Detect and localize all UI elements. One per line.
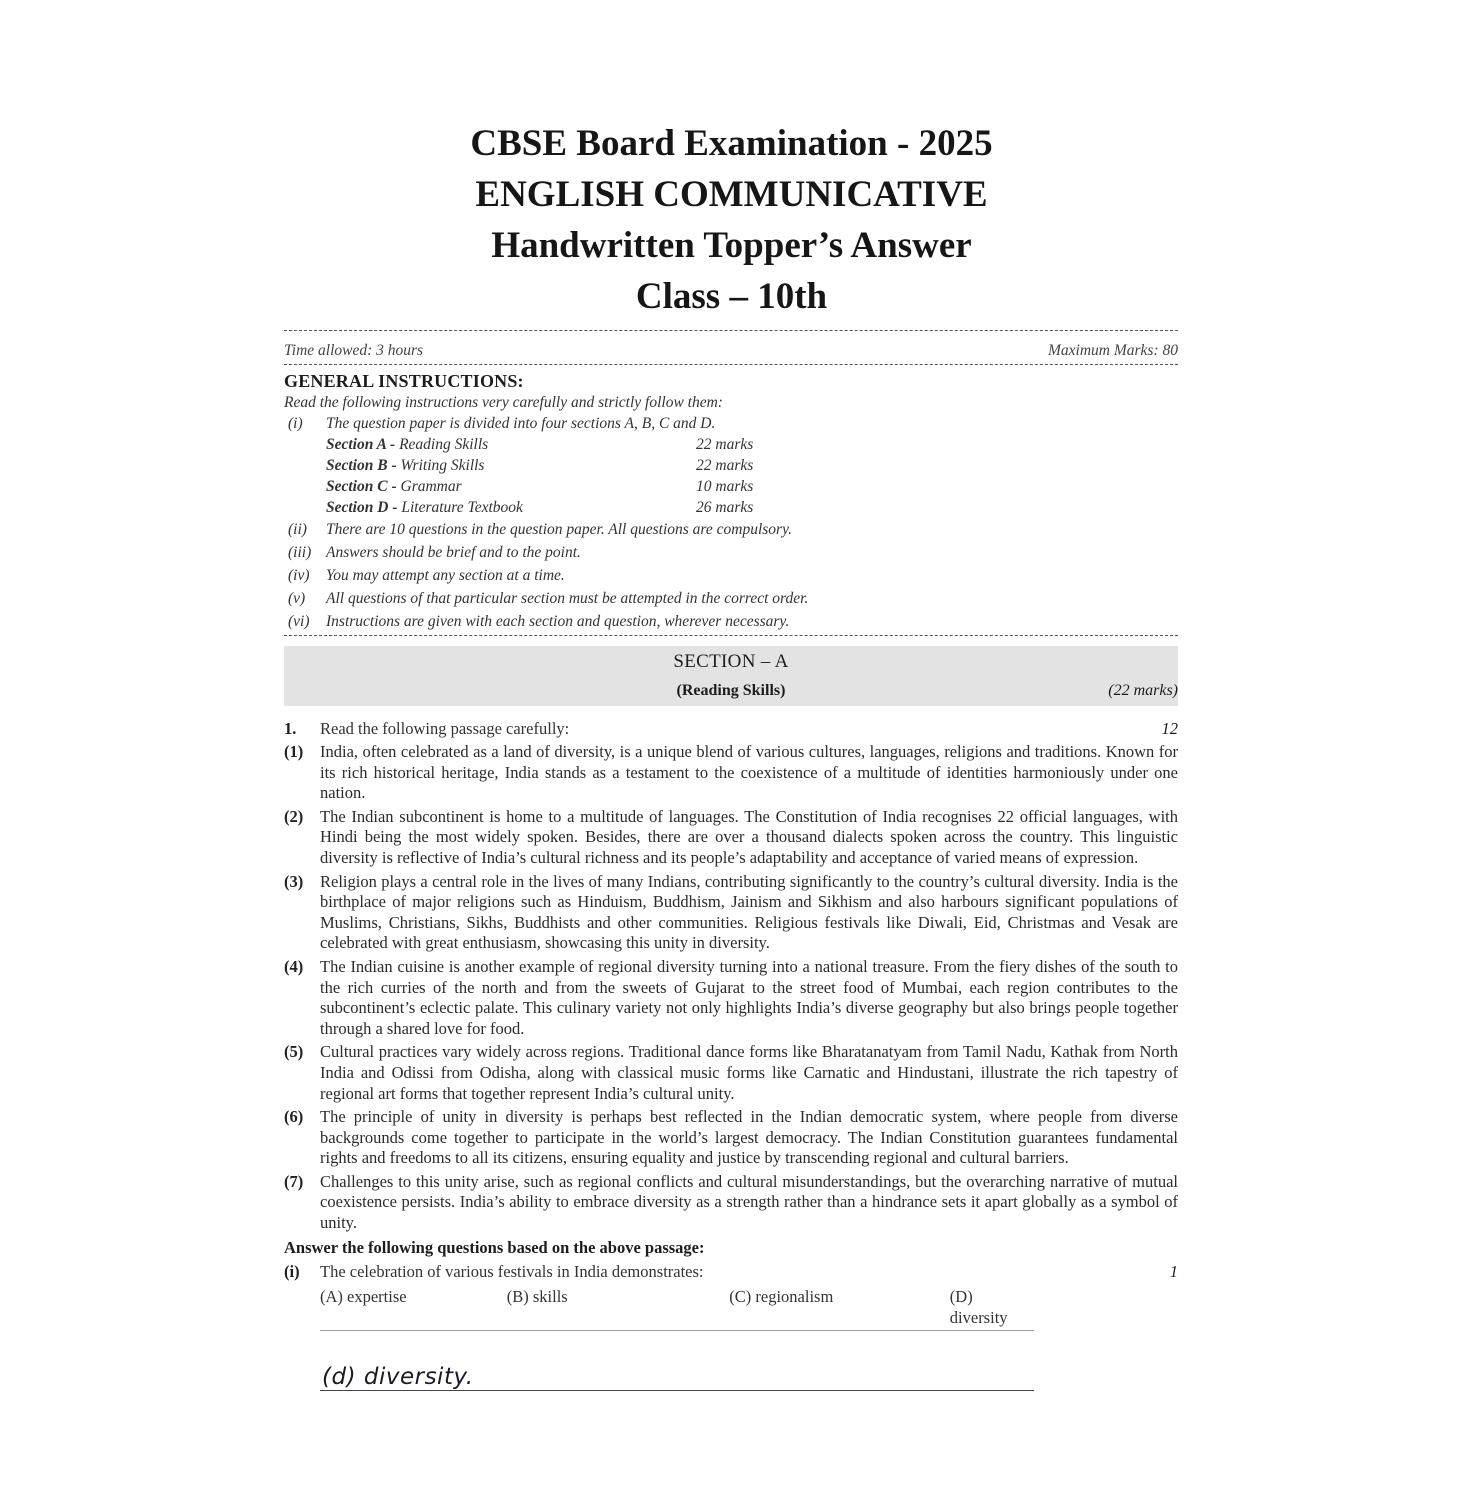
instruction-item: (i) The question paper is divided into four sections A, B, C and D.	[288, 415, 716, 432]
section-marks-row: Section D - Literature Textbook 26 marks	[326, 499, 754, 516]
instruction-item: (ii) There are 10 questions in the question paper. All questions are compulsory.	[288, 521, 792, 538]
section-marks-row: Section C - Grammar 10 marks	[326, 478, 754, 495]
passage-paragraph: (6) The principle of unity in diversity is perhaps best reflected in the Indian democratic system, where people from diverse backgrounds come together to participate in the world’s largest democracy. The Indian Constitution guarantees fundamental rights and freedoms to all its citizens, ensuring equality and justice by transcending regional and cultural barriers.	[284, 1107, 1178, 1168]
option-a: (A) expertise	[320, 1286, 407, 1306]
option-c: (C) regionalism	[729, 1286, 834, 1306]
sub-question-number: (i)	[284, 1261, 300, 1281]
divider	[284, 364, 1178, 365]
time-marks-row	[284, 331, 1178, 364]
section-a-header	[284, 646, 1178, 706]
answer-options	[320, 1286, 1034, 1331]
passage-paragraph: (1) India, often celebrated as a land of diversity, is a unique blend of various cultures, languages, religions and traditions. Known for its rich historical heritage, India stands as a testament to the coexistence of a multitude of identities harmoniously under one nation.	[284, 742, 1178, 803]
passage-paragraph: (2) The Indian subcontinent is home to a multitude of languages. The Constitution of India recognises 22 official languages, with Hindi being the most widely spoken. Besides, there are over a thousand dialects spoken across the country. This linguistic diversity is reflective of India’s cultural richness and its people’s adaptability and acceptance of varied means of expression.	[284, 806, 1178, 867]
option-b: (B) skills	[506, 1286, 568, 1306]
divider	[284, 635, 1178, 636]
instructions-intro: Read the following instructions very carefully and strictly follow them:	[284, 394, 723, 411]
sub-question-marks: 1	[1169, 1261, 1178, 1281]
title-line-subject: ENGLISH COMMUNICATIVE	[475, 174, 988, 215]
instruction-item: (iv) You may attempt any section at a time.	[288, 567, 565, 584]
instruction-item: (iii) Answers should be brief and to the point.	[288, 544, 581, 561]
paper-content	[284, 330, 1178, 1331]
question-number: 1.	[284, 719, 297, 738]
instruction-item: (v) All questions of that particular section must be attempted in the correct order.	[288, 590, 809, 607]
handwritten-answer: (d) diversity.	[322, 1364, 474, 1390]
maximum-marks: Maximum Marks: 80	[1047, 342, 1178, 359]
sub-question-text: The celebration of various festivals in India demonstrates:	[320, 1261, 704, 1281]
passage-paragraph: (4) The Indian cuisine is another example of regional diversity turning into a national treasure. From the fiery dishes of the south to the rich curries of the north and from the sweets of Gujarat to the street food of Mumbai, each region contributes to the subcontinent’s eclectic palate. This culinary variety not only highlights India’s diverse geography but also brings people together through a shared love for food.	[284, 956, 1178, 1038]
passage-paragraph: (7) Challenges to this unity arise, such as regional conflicts and cultural misunderstandings, but the overarching narrative of mutual coexistence persists. India’s ability to embrace diversity as a strength rather than a hindrance sets it apart globally as a symbol of unity.	[284, 1171, 1178, 1233]
answer-line	[320, 1390, 1034, 1391]
instructions-block	[284, 392, 1178, 633]
question-prompt: Read the following passage carefully:	[320, 719, 570, 738]
section-subtitle: (Reading Skills)	[676, 682, 786, 699]
option-d: (D) diversity	[949, 1286, 1008, 1327]
handwritten-answer-area	[320, 1364, 1034, 1404]
document-title	[0, 118, 1463, 322]
instructions-heading: GENERAL INSTRUCTIONS:	[284, 371, 524, 391]
instruction-item: (vi) Instructions are given with each section and question, wherever necessary.	[288, 613, 790, 630]
sub-question	[284, 1261, 1178, 1282]
title-line-exam: CBSE Board Examination - 2025	[470, 123, 993, 164]
answer-instruction: Answer the following questions based on the above passage:	[284, 1237, 705, 1257]
passage-paragraph: (5) Cultural practices vary widely across regions. Traditional dance forms like Bharatanatyam from Tamil Nadu, Kathak from North India and Odissi from Odisha, along with classical music forms like Carnatic and Hindustani, illustrate the rich tapestry of regional art forms that together represent India’s cultural unity.	[284, 1042, 1178, 1103]
question-1-header	[284, 718, 1178, 739]
title-line-class: Class – 10th	[635, 276, 828, 317]
title-line-type: Handwritten Topper’s Answer	[491, 225, 972, 266]
section-marks-row: Section A - Reading Skills 22 marks	[326, 436, 754, 453]
section-marks: (22 marks)	[1108, 682, 1178, 699]
section-marks-row: Section B - Writing Skills 22 marks	[326, 457, 754, 474]
section-title: SECTION – A	[673, 651, 789, 672]
question-marks: 12	[1161, 719, 1178, 738]
time-allowed: Time allowed: 3 hours	[284, 342, 424, 359]
passage-paragraph: (3) Religion plays a central role in the lives of many Indians, contributing significantly to the country’s cultural diversity. India is the birthplace of major religions such as Hinduism, Buddhism, Jainism and Sikhism and also harbours significant populations of Muslims, Christians, Sikhs, Buddhists and other communities. Religious festivals like Diwali, Eid, Christmas and Vesak are celebrated with great enthusiasm, showcasing this unity in diversity.	[284, 871, 1178, 953]
